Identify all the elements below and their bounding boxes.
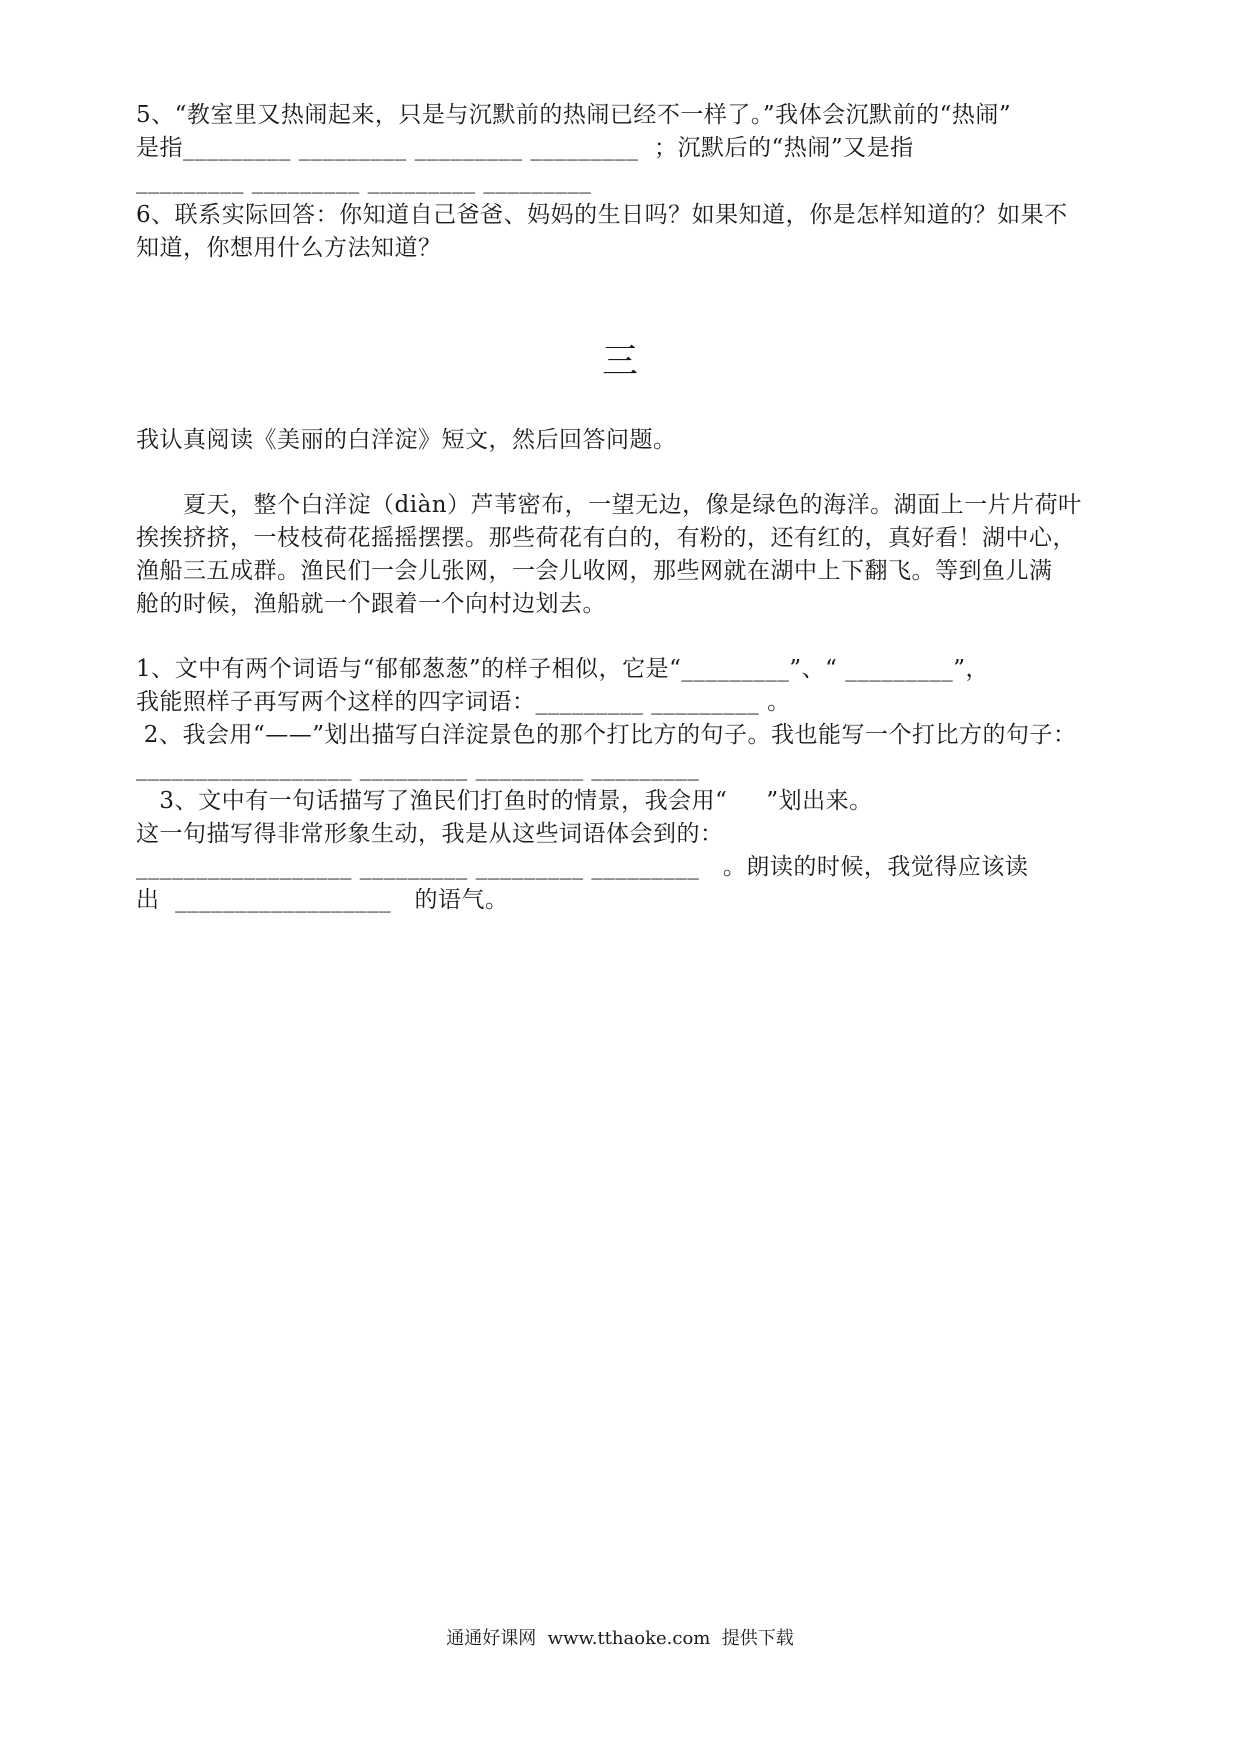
passage-line-2: 挨挨挤挤，一枝枝荷花摇摇摆摆。那些荷花有白的，有粉的，还有红的，真好看！湖中心， xyxy=(136,525,1076,551)
question-6-line-1: 6、联系实际回答：你知道自己爸爸、妈妈的生日吗？如果知道，你是怎样知道的？如果不 xyxy=(136,202,1068,228)
question-3-line-4: 出 __________________ 的语气。 xyxy=(136,887,509,913)
question-1-line-1: 1、文中有两个词语与“郁郁葱葱”的样子相似，它是“_________”、“ _________”， xyxy=(136,656,989,682)
section-three-heading: 三 xyxy=(601,341,638,382)
passage-line-1: 夏天，整个白洋淀（diàn）芦苇密布，一望无边，像是绿色的海洋。湖面上一片片荷叶 xyxy=(136,492,1082,518)
passage-line-4: 舱的时候，渔船就一个跟着一个向村边划去。 xyxy=(136,591,606,617)
question-5-line-1: 5、“教室里又热闹起来，只是与沉默前的热闹已经不一样了。”我体会沉默前的“热闹” xyxy=(136,102,1012,128)
page-footer: 通通好课网 www.tthaoke.com 提供下载 xyxy=(446,1628,794,1649)
question-5-line-2: 是指_________ _________ _________ _________ ；沉默后的“热闹”又是指 xyxy=(136,135,914,161)
question-6-line-2: 知道，你想用什么方法知道？ xyxy=(136,235,442,261)
question-1-line-2: 我能照样子再写两个这样的四字词语：_________ _________ 。 xyxy=(136,689,791,715)
question-2-line-2: __________________ _________ _________ _________ xyxy=(136,755,700,781)
section-three-instruction: 我认真阅读《美丽的白洋淀》短文，然后回答问题。 xyxy=(136,427,677,453)
question-2-line-1: 2、我会用“——”划出描写白洋淀景色的那个打比方的句子。我也能写一个打比方的句子： xyxy=(136,722,1077,748)
question-3-line-1: 3、文中有一句话描写了渔民们打鱼时的情景，我会用“ ”划出来。 xyxy=(136,788,873,814)
question-5-line-3: _________ _________ _________ _________ xyxy=(136,168,592,194)
question-3-line-3: __________________ _________ _________ _________ 。朗读的时候，我觉得应该读 xyxy=(136,854,1029,880)
passage-line-3: 渔船三五成群。渔民们一会儿张网，一会儿收网，那些网就在湖中上下翻飞。等到鱼儿满 xyxy=(136,558,1053,584)
question-3-line-2: 这一句描写得非常形象生动，我是从这些词语体会到的： xyxy=(136,821,724,847)
